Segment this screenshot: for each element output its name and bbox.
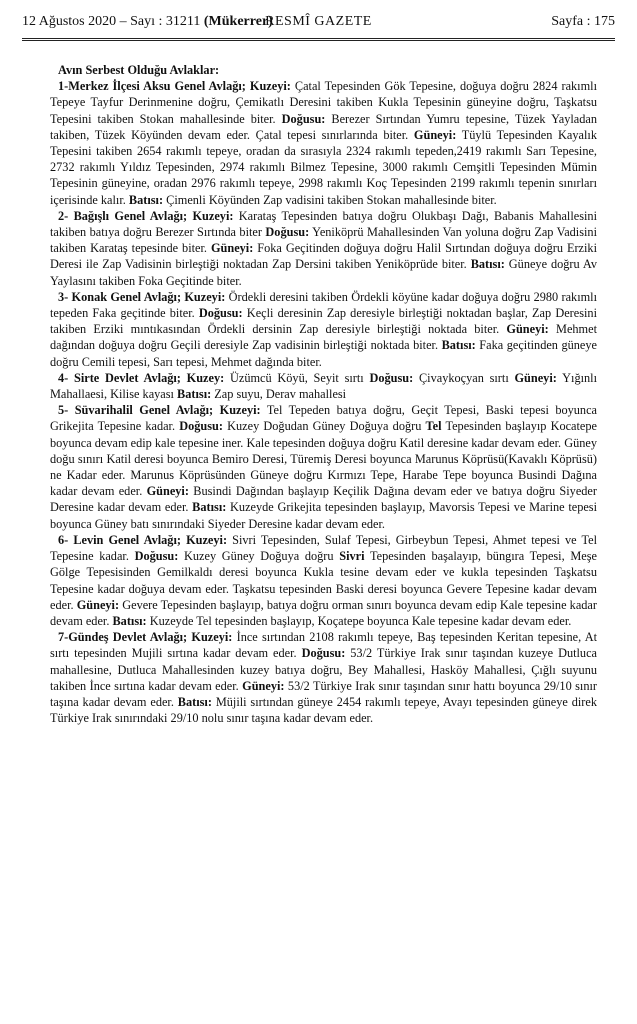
avlak-name: 3- Konak Genel Avlağı;	[58, 289, 182, 304]
direction-label: Doğusu:	[369, 370, 414, 385]
boundary-text: Zap suyu, Derav mahallesi	[211, 387, 347, 402]
avlak-paragraph	[50, 78, 597, 208]
boundary-text: Çimenli Köyünden Zap vadisini takiben Stokan mahallesinde biter.	[163, 192, 497, 207]
boundary-text: Müjili sırtından güneye 2454 rakımlı tepeye, Avayı tepesinden güneye direk Türkiye Irak sınırındaki 29/10 nolu sınır taşına kadar devam eder.	[50, 694, 597, 726]
boundary-text: Foka Geçitinden doğuya doğru Halil Sırtından doğuya doğru Erziki Deresi ile Zap Vadisinin birleştiği noktadan Zap Dersini takiben Yeniköprüde biter.	[50, 241, 597, 272]
boundary-text: Çatal Tepesinden Gök Tepesine, doğuya doğru 2824 rakımlı Tepeye Tayfur Derinmenine doğru, Çemikatlı Deresini takiben Kukla Tepesinin güneyine doğru, Taşkatsu Tepesini takiben Stokan mahallesinde biter.	[50, 79, 597, 126]
direction-label: Doğusu:	[301, 646, 346, 661]
direction-label: Batısı:	[112, 613, 147, 628]
avlak-paragraph	[50, 402, 597, 532]
direction-label: Güneyi:	[506, 322, 549, 337]
boundary-text: Üzümcü Köyü, Seyit sırtı	[224, 370, 370, 385]
direction-label: Kuzeyi:	[184, 289, 226, 304]
direction-label: Batısı:	[177, 387, 212, 402]
avlak-paragraph	[50, 532, 597, 629]
boundary-text: Kuzey Doğudan Güney Doğuya doğru	[222, 419, 426, 434]
boundary-text: Gevere Tepesinden başlayıp, batıya doğru orman sınırı boyunca devam edip Kale tepesine kadar devam eder.	[50, 597, 597, 628]
direction-label: Kuzey:	[186, 370, 225, 385]
issue-date-number: 12 Ağustos 2020 – Sayı : 31211	[22, 14, 204, 29]
direction-label: Güneyi:	[210, 241, 254, 256]
boundary-text: Kuzey Güney Doğuya doğru	[178, 549, 340, 564]
header-rule	[22, 38, 615, 41]
avlak-name: 5- Süvarihalil Genel Avlağı;	[58, 403, 214, 418]
direction-label: Güneyi:	[242, 678, 285, 693]
avlak-paragraph	[50, 370, 597, 402]
boundary-text: Kuzeyde Tel tepesinden başlayıp, Koçatepe boyunca Kale tepesine kadar devam eder.	[146, 613, 572, 628]
direction-label: Doğusu:	[281, 111, 326, 126]
page-header	[22, 14, 615, 36]
boundary-text: Tepesinden başlayıp Kocatepe boyunca devam edip kale tepesine iner. Kale tepesinden doğuya doğru Katil deresine kadar devam eder. Güney doğu sınırı Katil deresi boyunca Bemiro Deresi, Türemiş Deresi boyunca Marunus Köprüsü(Kavaklı Köprüsü) ne Kadar eder. Marunus Köprüsünden Güneye doğru Kırmızı Tepe, Harabe Tepe boyunca Busindi Dağına kadar devam eder.	[50, 419, 598, 499]
boundary-text: Berezer Sırtından Yumru tepesine, Tüzek Yayladan takiben, Tüzek Köyünden devam eder. Çatal tepesi sınırlarında biter.	[50, 111, 597, 142]
direction-label: Sivri	[339, 549, 365, 564]
direction-label: Batısı:	[441, 338, 476, 353]
boundary-text: Tel Tepeden batıya doğru, Geçit Tepesi, Baski tepesi boyunca Grikejita Tepesine kadar.	[50, 403, 597, 434]
gazette-name: RESMÎ GAZETE	[265, 14, 372, 29]
direction-label: Tel	[425, 419, 442, 434]
direction-label: Kuzeyi:	[191, 630, 233, 645]
direction-label: Doğusu:	[134, 549, 179, 564]
direction-label: Batısı:	[177, 694, 212, 709]
boundary-text: Busindi Dağından başlayıp Keçilik Dağına devam eder ve batıya doğru Siyeder Deresine kadar devam eder.	[50, 484, 597, 515]
boundary-text: Karataş Tepesinden batıya doğru Olukbaşı Dağı, Babanis Mahallesini takiben batıya doğru Berezer Sırtında biter	[50, 208, 597, 240]
direction-label: Batısı:	[128, 192, 164, 207]
issue-supplement: (Mükerrer)	[203, 14, 273, 29]
boundary-text: Mehmet dağından doğuya doğru Geçili deresiyle Zap vadisinin birleştiği noktada biter.	[50, 322, 597, 353]
direction-label: Doğusu:	[198, 306, 243, 321]
avlak-paragraph	[50, 629, 597, 726]
avlak-name: 2- Bağışlı Genel Avlağı;	[58, 208, 188, 223]
direction-label: Doğusu:	[179, 419, 223, 434]
direction-label: Kuzeyi:	[219, 403, 261, 418]
direction-label: Doğusu:	[265, 225, 310, 240]
document-body	[50, 62, 597, 726]
boundary-text: Güneye doğru Av Yaylasını takiben Foka Geçitinde biter.	[50, 257, 598, 288]
direction-label: Güneyi:	[76, 597, 120, 612]
page-number: Sayfa : 175	[551, 14, 615, 29]
direction-label: Kuzeyi:	[186, 532, 228, 547]
avlak-name: 4- Sirte Devlet Avlağı;	[58, 370, 181, 385]
boundary-text: Keçli deresinin Zap deresiyle birleştiği noktadan başlar, Zap Deresini takiben Erziki mıntıkasından Ördekli dersinin Zap deresiyle birleştiği noktada biter.	[50, 306, 597, 337]
boundary-text: Tepesinden başalayıp, büngıra Tepesi, Meşe Gölge Tepesisinden Gemilkaldı deresi boyunca Kukla tesine devam eder ve kukla tepesinden Taşkatsu Tepesine kadar doğuya devam eder. Taşkatsu tepesinden Baski deresi boyunca Gevere Tepesine kadar devam eder.	[50, 549, 597, 612]
direction-label: Güneyi:	[514, 370, 557, 385]
boundary-text: 53/2 Türkiye Irak sınır taşından sınır hattı boyunca 29/10 sınır taşına kadar devam eder.	[50, 678, 597, 709]
section-title-text: Avın Serbest Olduğu Avlaklar:	[58, 63, 220, 77]
direction-label: Kuzeyi:	[192, 208, 234, 223]
direction-label: Güneyi:	[146, 484, 189, 499]
boundary-text: Sivri Tepesinden, Sulaf Tepesi, Girbeybun Tepesi, Ahmet tepesi ve Tel Tepesine kadar.	[50, 532, 597, 564]
direction-label: Batısı:	[192, 500, 227, 515]
avlak-paragraph	[50, 208, 597, 289]
avlak-name: 7-Gündeş Devlet Avlağı;	[58, 630, 188, 645]
avlak-list	[50, 78, 597, 726]
avlak-name: 6- Levin Genel Avlağı;	[58, 532, 181, 547]
boundary-text: Ördekli deresini takiben Ördekli köyüne kadar doğuya doğru 2980 rakımlı tepeden Faka geçitinde biter.	[50, 289, 598, 321]
avlak-name: 1-Merkez İlçesi Aksu Genel Avlağı;	[58, 79, 246, 94]
boundary-text: İnce sırtından 2108 rakımlı tepeye, Baş tepesinden Keritan tepesine, At sırtı tepesinden Mujili sırtına kadar devam eder.	[50, 630, 598, 661]
boundary-text: 53/2 Türkiye Irak sınır taşından kuzeye Dutluca mahallesine, Dutluca Mahallesinden kuzey batıya doğru, Bey Mahallesi, Hasköy Mahallesi, Çığlı suyunu takiben İnce sırtına kadar devam eder.	[50, 646, 597, 693]
direction-label: Batısı:	[470, 257, 505, 272]
boundary-text: Tüylü Tepesinden Kayalık Tepesini takiben 2654 rakımlı tepeye, oradan da sırasıyla 2324 rakımlı tepeden,2419 rakımlı Sarı Tepesine, 2732 rakımlı Yıldız Tepesinden, 2974 rakımlı Bilmez Tepesine, 3000 rakımlı Cemşitli Tepesinden Mümin Tepesinin güneyine, oradan 2976 rakımlı tepeye, 2998 rakımlı Koç Tepesinden 2199 rakımlı tepenin sınırları içerisinde kalır.	[50, 127, 597, 207]
boundary-text: Kuzeyde Grikejita tepesinden başlayıp, Mavorsis Tepesi ve Marine tepesi boyunca Güney batı sınırındaki Siyeder Deresine kadar devam eder.	[50, 500, 598, 531]
direction-label: Güneyi:	[413, 127, 457, 142]
boundary-text: Faka geçitinden güneye doğru Cemili tepesi, Sarı tepesi, Mehmet dağında biter.	[50, 338, 597, 369]
section-title	[50, 62, 597, 78]
avlak-paragraph	[50, 289, 597, 370]
direction-label: Kuzeyi:	[249, 79, 291, 94]
boundary-text: Çivaykoçyan sırtı	[413, 370, 515, 385]
boundary-text: Yeniköprü Mahallesinden Van yoluna doğru Zap Vadisini takiben Karataş tepesinde biter.	[50, 225, 597, 256]
boundary-text: Yığınlı Mahallaesi, Kilise kayası	[50, 370, 597, 402]
